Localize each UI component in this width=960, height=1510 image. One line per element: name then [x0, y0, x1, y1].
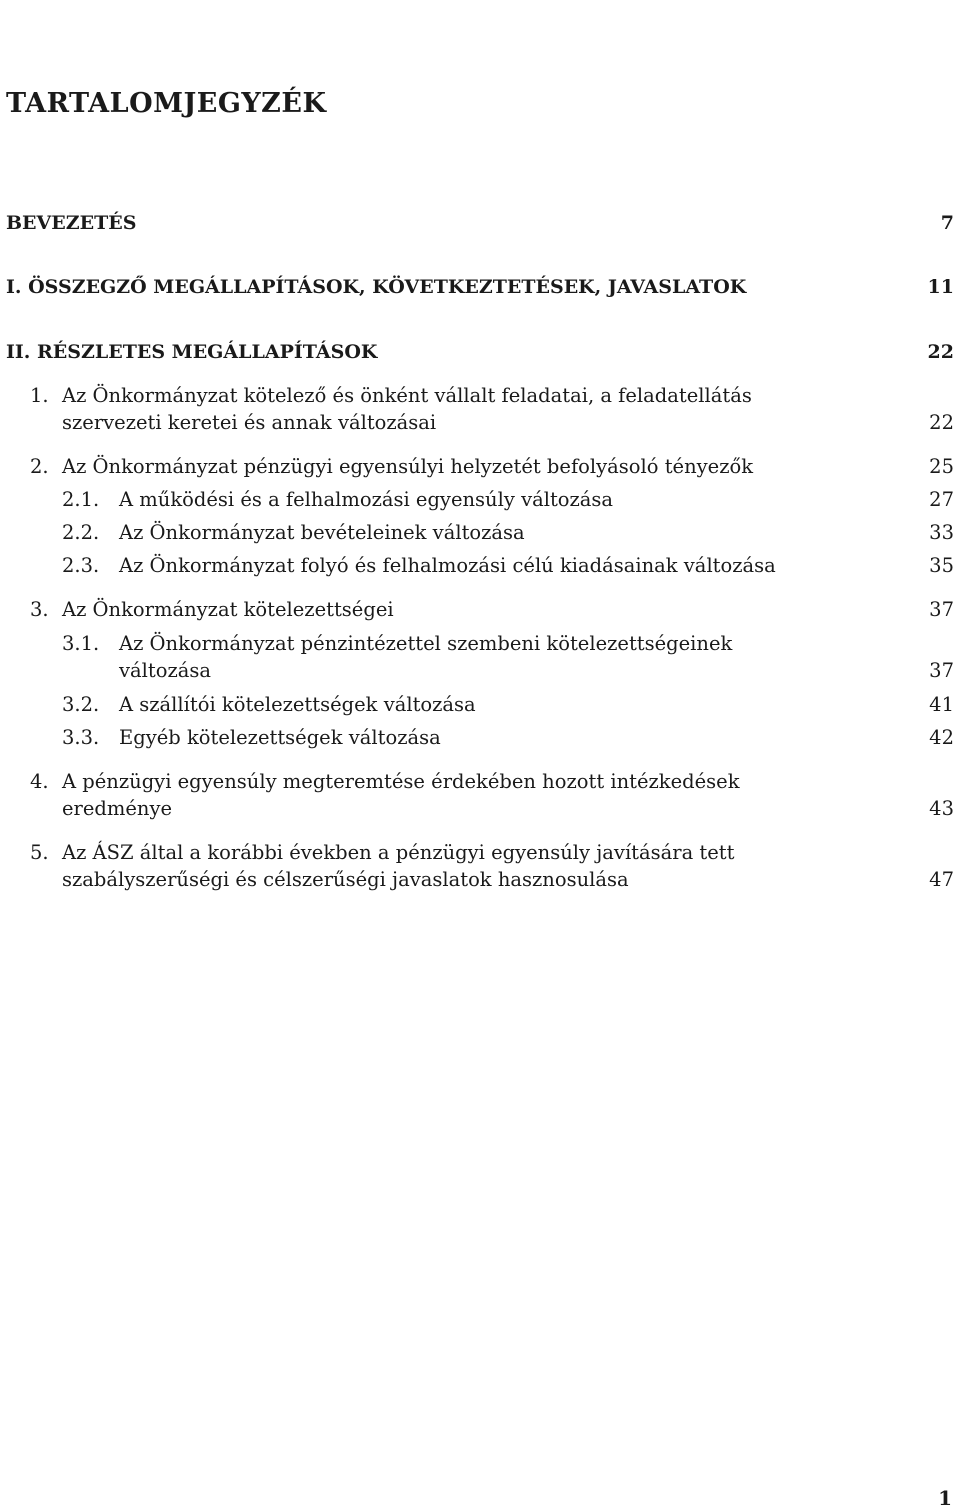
toc-entry-text: II. RÉSZLETES MEGÁLLAPÍTÁSOK [6, 341, 378, 363]
toc-entry-3[interactable] [0, 596, 954, 623]
toc-entry-osszegzo[interactable] [0, 274, 954, 301]
toc-entry-page: 22 [929, 411, 954, 434]
toc-entry-page: 35 [929, 554, 954, 577]
toc-entry-page: 33 [929, 521, 954, 544]
toc-entry-3-3[interactable] [0, 724, 954, 751]
toc-entry-1[interactable] [0, 382, 954, 436]
toc-entry-number: 3.2. [62, 693, 100, 716]
toc-entry-2-2[interactable] [0, 519, 954, 546]
toc-entry-5[interactable] [0, 839, 954, 893]
toc-entry-number: 2.2. [62, 521, 100, 544]
toc-entry-page: 47 [929, 868, 954, 891]
toc-entry-number: 1. [30, 384, 49, 407]
toc-entry-2-1[interactable] [0, 486, 954, 513]
toc-entry-page: 22 [927, 341, 954, 363]
toc-entry-bevezetes[interactable] [0, 210, 954, 237]
toc-entry-number: 2.3. [62, 554, 100, 577]
toc-entry-page: 7 [940, 212, 954, 234]
toc-entry-text: Egyéb kötelezettségek változása [119, 726, 441, 749]
toc-entry-text: A pénzügyi egyensúly megteremtése érdekében hozott intézkedések eredménye [62, 770, 740, 820]
toc-entry-page: 43 [929, 797, 954, 820]
toc-entry-number: 5. [30, 841, 49, 864]
toc-entry-2-3[interactable] [0, 552, 954, 579]
toc-entry-number: 3.1. [62, 632, 100, 655]
toc-entry-2[interactable] [0, 453, 954, 480]
toc-entry-text: A működési és a felhalmozási egyensúly változása [119, 488, 614, 511]
toc-entry-page: 25 [929, 455, 954, 478]
toc-entry-text: BEVEZETÉS [6, 212, 137, 234]
toc-entry-text: Az Önkormányzat kötelezettségei [62, 598, 394, 621]
toc-entry-number: 4. [30, 770, 49, 793]
toc-entry-text: Az Önkormányzat pénzügyi egyensúlyi helyzetét befolyásoló tényezők [62, 455, 754, 478]
toc-entry-text: Az Önkormányzat pénzintézettel szembeni kötelezettségeinek változása [119, 632, 733, 682]
page-title: TARTALOMJEGYZÉK [6, 88, 327, 119]
toc-entry-page: 42 [929, 726, 954, 749]
toc-entry-text: Az Önkormányzat bevételeinek változása [119, 521, 525, 544]
toc-entry-page: 41 [929, 693, 954, 716]
page-number: 1 [938, 1486, 952, 1510]
toc-entry-number: 2.1. [62, 488, 100, 511]
toc-entry-text: Az ÁSZ által a korábbi években a pénzügyi egyensúly javítására tett szabályszerűségi és célszerűségi javaslatok hasznosulása [62, 841, 735, 891]
toc-entry-page: 37 [929, 598, 954, 621]
toc-entry-4[interactable] [0, 768, 954, 822]
toc-entry-3-2[interactable] [0, 691, 954, 718]
toc-entry-text: Az Önkormányzat folyó és felhalmozási célú kiadásainak változása [119, 554, 776, 577]
toc-entry-reszletes[interactable] [0, 339, 954, 366]
toc-entry-page: 27 [929, 488, 954, 511]
toc-entry-text: Az Önkormányzat kötelező és önként vállalt feladatai, a feladatellátás szervezeti keretei és annak változásai [62, 384, 752, 434]
toc-entry-3-1[interactable] [0, 630, 954, 684]
toc-entry-text: I. ÖSSZEGZŐ MEGÁLLAPÍTÁSOK, KÖVETKEZTETÉSEK, JAVASLATOK [6, 276, 747, 298]
toc-entry-number: 3. [30, 598, 49, 621]
toc-entry-number: 3.3. [62, 726, 100, 749]
toc-entry-text: A szállítói kötelezettségek változása [119, 693, 476, 716]
toc-entry-page: 37 [929, 659, 954, 682]
toc-entry-number: 2. [30, 455, 49, 478]
toc-entry-page: 11 [927, 276, 954, 298]
